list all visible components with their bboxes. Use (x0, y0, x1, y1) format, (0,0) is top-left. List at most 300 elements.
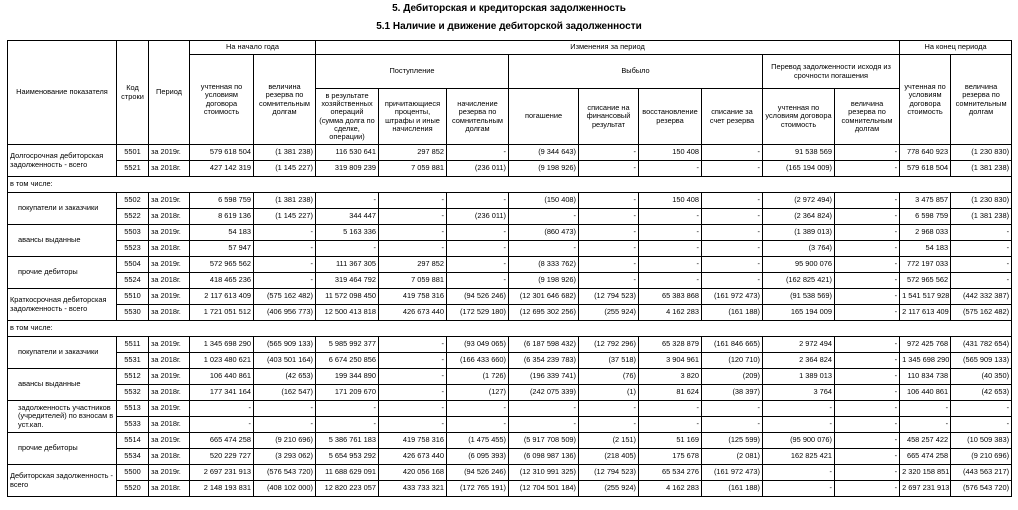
cell-value: 520 229 727 (190, 449, 254, 465)
cell-value: 3 475 857 (900, 193, 951, 209)
cell-value: - (835, 385, 900, 401)
cell-value: (9 210 696) (951, 449, 1012, 465)
cell-value: - (254, 417, 316, 433)
cell-value: (218 405) (579, 449, 639, 465)
cell-value: - (951, 241, 1012, 257)
row-name: авансы выданные (8, 225, 117, 257)
cell-value: 3 764 (763, 385, 835, 401)
cell-value: (12 794 523) (579, 465, 639, 481)
cell-value: (172 765 191) (447, 481, 509, 497)
cell-value: - (835, 209, 900, 225)
table-row (8, 481, 1012, 497)
cell-value: 4 162 283 (639, 481, 702, 497)
row-code: 5514 (117, 433, 149, 449)
cell-value: - (509, 209, 579, 225)
cell-value: (37 518) (579, 353, 639, 369)
col-header-reserve-accrual: начисление резерва по сомнительным долгам (447, 89, 509, 145)
row-period: за 2018г. (149, 273, 190, 289)
section-row (8, 321, 1012, 337)
col-header-reserve-restore: восстановление резерва (639, 89, 702, 145)
row-period: за 2019г. (149, 193, 190, 209)
table-row (8, 225, 1012, 241)
cell-value: (162 547) (254, 385, 316, 401)
cell-value: - (579, 161, 639, 177)
row-period: за 2018г. (149, 209, 190, 225)
cell-value: - (447, 401, 509, 417)
cell-value: - (835, 433, 900, 449)
cell-value: - (900, 417, 951, 433)
cell-value: - (639, 225, 702, 241)
cell-value: (565 909 133) (254, 337, 316, 353)
cell-value: - (639, 273, 702, 289)
table-row (8, 257, 1012, 273)
cell-value: 110 834 738 (900, 369, 951, 385)
cell-value: 106 440 861 (900, 385, 951, 401)
row-period: за 2018г. (149, 481, 190, 497)
cell-value: (5 917 708 509) (509, 433, 579, 449)
cell-value: 65 383 868 (639, 289, 702, 305)
cell-value: 95 900 076 (763, 257, 835, 273)
cell-value: - (702, 209, 763, 225)
cell-value: - (447, 417, 509, 433)
cell-value: (575 162 482) (951, 305, 1012, 321)
cell-value: 4 162 283 (639, 305, 702, 321)
cell-value: 11 572 098 450 (316, 289, 379, 305)
cell-value: 171 209 670 (316, 385, 379, 401)
cell-value: 297 852 (379, 145, 447, 161)
cell-value: (8 333 762) (509, 257, 579, 273)
row-code: 5501 (117, 145, 149, 161)
cell-value: 458 257 422 (900, 433, 951, 449)
cell-value: - (509, 417, 579, 433)
section-label: в том числе: (8, 321, 1012, 337)
cell-value: (406 956 773) (254, 305, 316, 321)
cell-value: 7 059 881 (379, 273, 447, 289)
cell-value: 6 674 250 856 (316, 353, 379, 369)
row-period: за 2019г. (149, 257, 190, 273)
cell-value: 81 624 (639, 385, 702, 401)
row-code: 5504 (117, 257, 149, 273)
cell-value: - (835, 193, 900, 209)
cell-value: (9 198 926) (509, 273, 579, 289)
cell-value: - (835, 369, 900, 385)
cell-value: 5 654 953 292 (316, 449, 379, 465)
cell-value: - (835, 449, 900, 465)
row-code: 5511 (117, 337, 149, 353)
table-row (8, 145, 1012, 161)
cell-value: - (702, 241, 763, 257)
row-code: 5520 (117, 481, 149, 497)
cell-value: 54 183 (900, 241, 951, 257)
cell-value: 111 367 305 (316, 257, 379, 273)
cell-value: - (835, 161, 900, 177)
cell-value: (576 543 720) (951, 481, 1012, 497)
cell-value: - (379, 241, 447, 257)
row-code: 5530 (117, 305, 149, 321)
row-code: 5523 (117, 241, 149, 257)
cell-value: - (763, 481, 835, 497)
row-period: за 2018г. (149, 449, 190, 465)
table-row (8, 449, 1012, 465)
cell-value: 579 618 504 (900, 161, 951, 177)
cell-value: (1 475 455) (447, 433, 509, 449)
cell-value: (575 162 482) (254, 289, 316, 305)
cell-value: - (763, 465, 835, 481)
cell-value: (1 381 238) (254, 145, 316, 161)
cell-value: 177 341 164 (190, 385, 254, 401)
col-header-code: Код строки (117, 41, 149, 145)
row-period: за 2018г. (149, 305, 190, 321)
cell-value: (161 188) (702, 305, 763, 321)
cell-value: - (447, 257, 509, 273)
cell-value: - (379, 225, 447, 241)
cell-value: - (835, 353, 900, 369)
cell-value: (42 653) (254, 369, 316, 385)
cell-value: (565 909 133) (951, 353, 1012, 369)
row-code: 5521 (117, 161, 149, 177)
cell-value: - (579, 145, 639, 161)
cell-value: 165 194 009 (763, 305, 835, 321)
row-code: 5532 (117, 385, 149, 401)
cell-value: 1 541 517 928 (900, 289, 951, 305)
cell-value: (94 526 246) (447, 289, 509, 305)
cell-value: 972 425 768 (900, 337, 951, 353)
row-name: прочие дебиторы (8, 433, 117, 465)
row-period: за 2019г. (149, 465, 190, 481)
cell-value: 65 534 276 (639, 465, 702, 481)
cell-value: - (835, 401, 900, 417)
col-header-start: На начало года (190, 41, 316, 55)
cell-value: (1 145 227) (254, 209, 316, 225)
cell-value: (576 543 720) (254, 465, 316, 481)
cell-value: (9 210 696) (254, 433, 316, 449)
table-row (8, 273, 1012, 289)
cell-value: 2 364 824 (763, 353, 835, 369)
cell-value: - (579, 241, 639, 257)
cell-value: (236 011) (447, 161, 509, 177)
cell-value: - (702, 417, 763, 433)
cell-value: - (447, 225, 509, 241)
cell-value: (255 924) (579, 305, 639, 321)
cell-value: (3 293 062) (254, 449, 316, 465)
row-period: за 2019г. (149, 289, 190, 305)
cell-value: - (763, 417, 835, 433)
cell-value: 3 904 961 (639, 353, 702, 369)
cell-value: (196 339 741) (509, 369, 579, 385)
row-code: 5503 (117, 225, 149, 241)
cell-value: - (951, 225, 1012, 241)
cell-value: 426 673 440 (379, 305, 447, 321)
cell-value: 419 758 316 (379, 289, 447, 305)
cell-value: 199 344 890 (316, 369, 379, 385)
cell-value: (1 726) (447, 369, 509, 385)
cell-value: 2 972 494 (763, 337, 835, 353)
table-row (8, 241, 1012, 257)
receivables-table (7, 40, 1012, 497)
row-period: за 2018г. (149, 417, 190, 433)
cell-value: 162 825 421 (763, 449, 835, 465)
cell-value: - (379, 353, 447, 369)
cell-value: 2 117 613 409 (190, 289, 254, 305)
cell-value: - (702, 257, 763, 273)
table-body (8, 145, 1012, 497)
col-header-repayment: погашение (509, 89, 579, 145)
col-header-transfer: Перевод задолженности исходя из срочности погашения (763, 55, 900, 89)
cell-value: 51 169 (639, 433, 702, 449)
cell-value: - (579, 401, 639, 417)
cell-value: (95 900 076) (763, 433, 835, 449)
row-code: 5500 (117, 465, 149, 481)
row-code: 5534 (117, 449, 149, 465)
cell-value: (12 792 296) (579, 337, 639, 353)
cell-value: - (639, 417, 702, 433)
cell-value: (6 098 987 136) (509, 449, 579, 465)
cell-value: (255 924) (579, 481, 639, 497)
cell-value: - (254, 241, 316, 257)
cell-value: 7 059 881 (379, 161, 447, 177)
row-period: за 2019г. (149, 145, 190, 161)
cell-value: - (379, 369, 447, 385)
cell-value: (162 825 421) (763, 273, 835, 289)
cell-value: 297 852 (379, 257, 447, 273)
row-period: за 2018г. (149, 241, 190, 257)
cell-value: - (835, 225, 900, 241)
row-name: задолженность участников (учредителей) по взносам в уст.кап. (8, 401, 117, 433)
row-period: за 2019г. (149, 337, 190, 353)
cell-value: (431 782 654) (951, 337, 1012, 353)
col-header-name: Наименование показателя (8, 41, 117, 145)
cell-value: - (835, 305, 900, 321)
cell-value: 6 598 759 (900, 209, 951, 225)
cell-value: 65 328 879 (639, 337, 702, 353)
row-code: 5524 (117, 273, 149, 289)
row-code: 5513 (117, 401, 149, 417)
cell-value: - (639, 209, 702, 225)
cell-value: 91 538 569 (763, 145, 835, 161)
cell-value: - (639, 401, 702, 417)
cell-value: 6 598 759 (190, 193, 254, 209)
cell-value: - (951, 257, 1012, 273)
cell-value: (150 408) (509, 193, 579, 209)
table-row (8, 353, 1012, 369)
col-header-start-reserve: величина резерва по сомнительным долгам (254, 55, 316, 145)
cell-value: - (579, 193, 639, 209)
cell-value: 778 640 923 (900, 145, 951, 161)
cell-value: - (379, 385, 447, 401)
cell-value: - (639, 257, 702, 273)
cell-value: 5 163 336 (316, 225, 379, 241)
cell-value: 3 820 (639, 369, 702, 385)
cell-value: 5 985 992 377 (316, 337, 379, 353)
cell-value: 54 183 (190, 225, 254, 241)
table-row (8, 337, 1012, 353)
cell-value: (1 230 830) (951, 145, 1012, 161)
cell-value: (94 526 246) (447, 465, 509, 481)
cell-value: (165 194 009) (763, 161, 835, 177)
cell-value: (9 344 643) (509, 145, 579, 161)
table-row (8, 193, 1012, 209)
cell-value: (1 230 830) (951, 193, 1012, 209)
table-row (8, 305, 1012, 321)
cell-value: - (900, 401, 951, 417)
cell-value: (1 381 238) (951, 161, 1012, 177)
cell-value: - (316, 241, 379, 257)
cell-value: (161 972 473) (702, 289, 763, 305)
cell-value: - (254, 257, 316, 273)
cell-value: 57 947 (190, 241, 254, 257)
cell-value: - (702, 193, 763, 209)
cell-value: 2 148 193 831 (190, 481, 254, 497)
cell-value: (161 188) (702, 481, 763, 497)
cell-value: - (702, 401, 763, 417)
table-row (8, 369, 1012, 385)
cell-value: (166 433 660) (447, 353, 509, 369)
cell-value: (93 049 065) (447, 337, 509, 353)
cell-value: (76) (579, 369, 639, 385)
cell-value: - (702, 145, 763, 161)
col-header-transfer-contract: учтенная по условиям договора стоимость (763, 89, 835, 145)
cell-value: - (835, 241, 900, 257)
col-header-changes: Изменения за период (316, 41, 900, 55)
row-period: за 2019г. (149, 433, 190, 449)
row-period: за 2018г. (149, 385, 190, 401)
cell-value: 344 447 (316, 209, 379, 225)
cell-value: 2 117 613 409 (900, 305, 951, 321)
table-row (8, 209, 1012, 225)
cell-value: (12 794 523) (579, 289, 639, 305)
cell-value: (127) (447, 385, 509, 401)
cell-value: (40 350) (951, 369, 1012, 385)
cell-value: - (579, 273, 639, 289)
cell-value: (161 972 473) (702, 465, 763, 481)
cell-value: 572 965 562 (900, 273, 951, 289)
cell-value: - (702, 161, 763, 177)
cell-value: (6 095 393) (447, 449, 509, 465)
cell-value: - (316, 193, 379, 209)
cell-value: - (951, 401, 1012, 417)
cell-value: 426 673 440 (379, 449, 447, 465)
cell-value: - (702, 225, 763, 241)
cell-value: - (835, 289, 900, 305)
col-header-interest: причитающиеся проценты, штрафы и иные начисления (379, 89, 447, 145)
cell-value: - (447, 241, 509, 257)
cell-value: 427 142 319 (190, 161, 254, 177)
cell-value: (91 538 569) (763, 289, 835, 305)
cell-value: - (951, 417, 1012, 433)
row-code: 5533 (117, 417, 149, 433)
cell-value: 1 389 013 (763, 369, 835, 385)
cell-value: - (379, 417, 447, 433)
cell-value: 420 056 168 (379, 465, 447, 481)
table-row (8, 417, 1012, 433)
col-header-end: На конец периода (900, 41, 1012, 55)
cell-value: (125 599) (702, 433, 763, 449)
col-header-end-reserve: величина резерва по сомнительным долгам (951, 55, 1012, 145)
table-row (8, 385, 1012, 401)
cell-value: (12 695 302 256) (509, 305, 579, 321)
cell-value: (10 509 383) (951, 433, 1012, 449)
cell-value: (2 081) (702, 449, 763, 465)
row-period: за 2018г. (149, 353, 190, 369)
table-row (8, 289, 1012, 305)
cell-value: - (316, 417, 379, 433)
cell-value: - (763, 401, 835, 417)
row-name: Долгосрочная дебиторская задолженность - всего (8, 145, 117, 177)
cell-value: 1 721 051 512 (190, 305, 254, 321)
cell-value: - (509, 401, 579, 417)
cell-value: - (639, 241, 702, 257)
row-period: за 2018г. (149, 161, 190, 177)
cell-value: 106 440 861 (190, 369, 254, 385)
row-code: 5510 (117, 289, 149, 305)
cell-value: - (835, 257, 900, 273)
page-title: 5. Дебиторская и кредиторская задолженность (392, 3, 626, 14)
cell-value: 665 474 258 (900, 449, 951, 465)
cell-value: 1 023 480 621 (190, 353, 254, 369)
cell-value: 2 320 158 851 (900, 465, 951, 481)
row-name: Краткосрочная дебиторская задолженность - всего (8, 289, 117, 321)
cell-value: 1 345 698 290 (900, 353, 951, 369)
cell-value: (38 397) (702, 385, 763, 401)
cell-value: (1 145 227) (254, 161, 316, 177)
cell-value: (2 151) (579, 433, 639, 449)
section-row (8, 177, 1012, 193)
cell-value: - (316, 401, 379, 417)
row-name: покупатели и заказчики (8, 337, 117, 369)
cell-value: - (190, 417, 254, 433)
col-header-end-contract: учтенная по условиям договора стоимость (900, 55, 951, 145)
cell-value: 665 474 258 (190, 433, 254, 449)
row-period: за 2019г. (149, 225, 190, 241)
row-name: прочие дебиторы (8, 257, 117, 289)
cell-value: (1 381 238) (951, 209, 1012, 225)
cell-value: 1 345 698 290 (190, 337, 254, 353)
cell-value: (1 389 013) (763, 225, 835, 241)
cell-value: - (447, 273, 509, 289)
cell-value: 175 678 (639, 449, 702, 465)
cell-value: - (835, 273, 900, 289)
col-header-inflow: Поступление (316, 55, 509, 89)
section-title: 5.1 Наличие и движение дебиторской задолженности (376, 21, 642, 32)
cell-value: - (835, 417, 900, 433)
cell-value: (2 972 494) (763, 193, 835, 209)
row-code: 5531 (117, 353, 149, 369)
cell-value: 772 197 033 (900, 257, 951, 273)
col-header-ops: в результате хозяйственных операций (сумма долга по сделке, операции) (316, 89, 379, 145)
row-period: за 2019г. (149, 401, 190, 417)
table-row (8, 465, 1012, 481)
table-row (8, 161, 1012, 177)
cell-value: (1) (579, 385, 639, 401)
cell-value: (860 473) (509, 225, 579, 241)
cell-value: 2 697 231 913 (900, 481, 951, 497)
row-code: 5512 (117, 369, 149, 385)
cell-value: - (254, 273, 316, 289)
cell-value: - (447, 193, 509, 209)
cell-value: (6 187 598 432) (509, 337, 579, 353)
cell-value: (209) (702, 369, 763, 385)
cell-value: - (254, 225, 316, 241)
cell-value: (2 364 824) (763, 209, 835, 225)
cell-value: - (379, 209, 447, 225)
cell-value: (12 301 646 682) (509, 289, 579, 305)
cell-value: (161 846 665) (702, 337, 763, 353)
cell-value: 579 618 504 (190, 145, 254, 161)
cell-value: 319 464 792 (316, 273, 379, 289)
cell-value: 572 965 562 (190, 257, 254, 273)
cell-value: 8 619 136 (190, 209, 254, 225)
col-header-period: Период (149, 41, 190, 145)
